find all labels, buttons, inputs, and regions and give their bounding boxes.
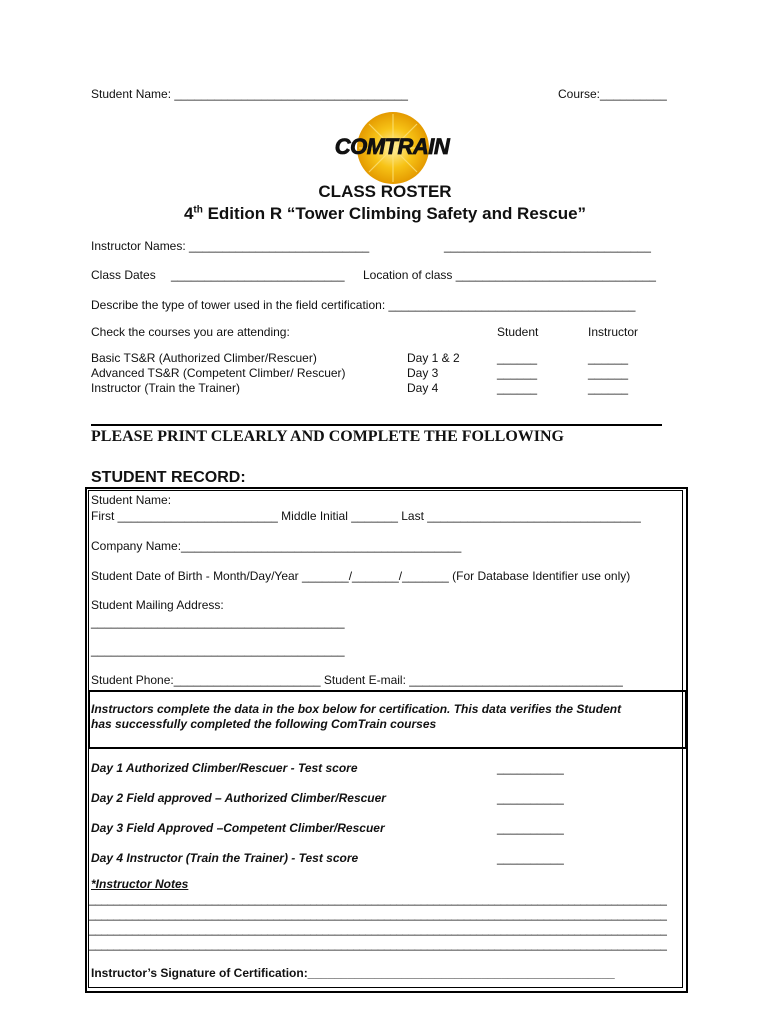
comtrain-logo-graphic (300, 108, 485, 188)
score-label: Day 4 Instructor (Train the Trainer) - Test score (91, 851, 359, 865)
check-courses-label: Check the courses you are attending: (91, 325, 290, 339)
location-field[interactable]: Location of class ______________________________ (363, 268, 656, 282)
student-record-heading: STUDENT RECORD: (91, 469, 246, 486)
course-student-check[interactable]: ______ (497, 381, 538, 395)
notes-line[interactable]: ______________________________________________________________________________________________ (89, 894, 667, 906)
instructor-notes-label: *Instructor Notes (91, 877, 189, 891)
logo-wordmark: COMTRAIN (334, 134, 450, 159)
instructor-names-field[interactable]: Instructor Names: ___________________________ (91, 239, 370, 253)
print-clearly-heading: PLEASE PRINT CLEARLY AND COMPLETE THE FOLLOWING (91, 428, 564, 445)
course-instructor-check[interactable]: ______ (588, 351, 629, 365)
instructor-column-header: Instructor (588, 325, 639, 339)
tower-type-field[interactable]: Describe the type of tower used in the field certification: _____________________________________ (91, 298, 636, 312)
course-field[interactable]: Course:__________ (558, 87, 667, 101)
notes-line[interactable]: ______________________________________________________________________________________________ (89, 909, 667, 921)
mailing-address-label: Student Mailing Address: (91, 598, 224, 612)
course-instructor-check[interactable]: ______ (588, 381, 629, 395)
course-student-check[interactable]: ______ (497, 366, 538, 380)
date-of-birth-field[interactable]: Student Date of Birth - Month/Day/Year _______/_______/_______ (For Database Identifier use only) (91, 569, 631, 583)
section-divider (91, 424, 662, 426)
score-field[interactable]: __________ (497, 821, 564, 835)
mailing-address-line[interactable]: ______________________________________ (91, 615, 345, 629)
full-name-field[interactable]: First ________________________ Middle Initial _______ Last ________________________________ (91, 509, 641, 523)
class-dates-label: Class Dates (91, 268, 156, 282)
course-name: Basic TS&R (Authorized Climber/Rescuer) (91, 351, 317, 365)
notes-line[interactable]: ______________________________________________________________________________________________ (89, 924, 667, 936)
course-name: Advanced TS&R (Competent Climber/ Rescuer) (91, 366, 346, 380)
edition-suffix: th (193, 204, 203, 216)
score-label: Day 3 Field Approved –Competent Climber/Rescuer (91, 821, 385, 835)
course-student-check[interactable]: ______ (497, 351, 538, 365)
instructor-notice-line: has successfully completed the following ComTrain courses (91, 717, 437, 731)
course-day: Day 1 & 2 (407, 351, 460, 365)
notes-line[interactable]: ______________________________________________________________________________________________ (89, 939, 667, 951)
page-subtitle (0, 204, 770, 224)
comtrain-logo (300, 108, 485, 188)
signature-field[interactable]: Instructor’s Signature of Certification:______________________________________________ (91, 966, 615, 980)
instructor-names-field-2[interactable]: _______________________________ (444, 239, 651, 253)
instructor-notice-line: Instructors complete the data in the box below for certification. This data verifies the Student (91, 702, 622, 716)
mailing-address-line[interactable]: ______________________________________ (91, 643, 345, 657)
company-name-field[interactable]: Company Name:__________________________________________ (91, 539, 462, 553)
student-name-label: Student Name: (91, 493, 172, 507)
student-name-field[interactable]: Student Name: ___________________________________ (91, 87, 408, 101)
score-field[interactable]: __________ (497, 761, 564, 775)
course-day: Day 4 (407, 381, 439, 395)
page-title: CLASS ROSTER (318, 182, 452, 201)
class-dates-field[interactable]: __________________________ (171, 268, 345, 282)
student-column-header: Student (497, 325, 539, 339)
score-field[interactable]: __________ (497, 851, 564, 865)
score-label: Day 2 Field approved – Authorized Climber/Rescuer (91, 791, 386, 805)
edition-title: Edition R “Tower Climbing Safety and Rescue” (202, 204, 587, 223)
score-field[interactable]: __________ (497, 791, 564, 805)
course-day: Day 3 (407, 366, 439, 380)
edition-number: 4 (183, 204, 194, 223)
phone-email-field[interactable]: Student Phone:______________________ Student E-mail: ________________________________ (91, 673, 623, 687)
course-instructor-check[interactable]: ______ (588, 366, 629, 380)
course-name: Instructor (Train the Trainer) (91, 381, 240, 395)
score-label: Day 1 Authorized Climber/Rescuer - Test score (91, 761, 358, 775)
